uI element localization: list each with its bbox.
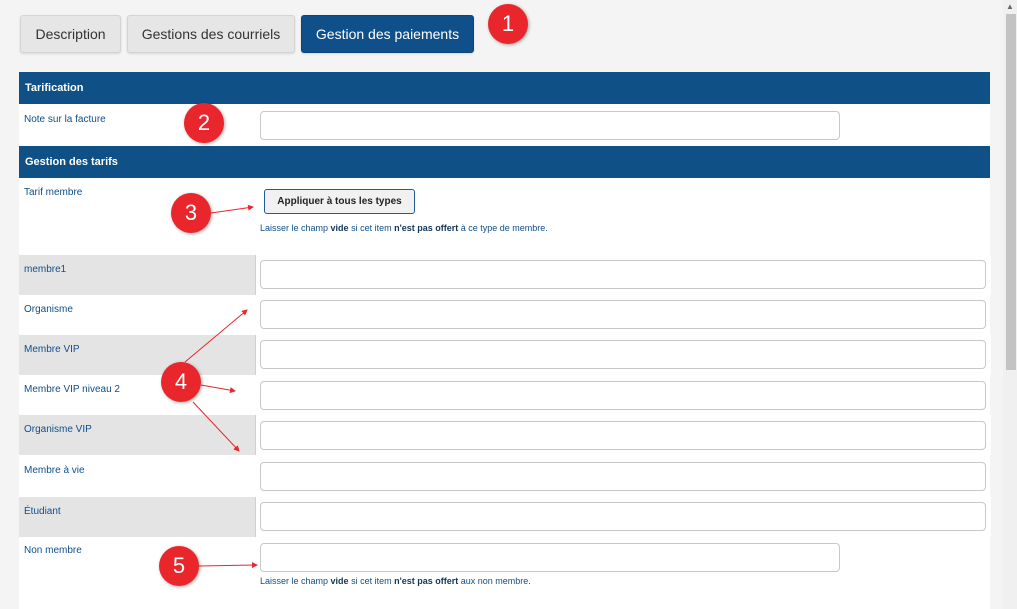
arrow-4b	[201, 385, 235, 391]
section-header-tarifs: Gestion des tarifs	[19, 146, 990, 178]
arrow-4a	[185, 310, 247, 362]
non-membre-label: Non membre	[24, 545, 82, 556]
arrow-3	[211, 207, 253, 213]
arrow-4c	[193, 402, 239, 451]
arrow-5	[199, 565, 257, 566]
tab-gestions-courriels[interactable]: Gestions des courriels	[127, 15, 295, 53]
scroll-up-arrow-icon[interactable]: ▲	[1006, 2, 1014, 11]
member-type-label: Membre à vie	[24, 465, 85, 476]
apply-all-types-button[interactable]: Appliquer à tous les types	[264, 189, 415, 214]
tarif-membre-label: Tarif membre	[24, 187, 83, 198]
callout-5: 5	[159, 546, 199, 586]
callout-2: 2	[184, 103, 224, 143]
hint-non-membre: Laisser le champ vide si cet item n'est pas offert aux non membre.	[260, 576, 531, 586]
note-facture-label: Note sur la facture	[24, 114, 106, 125]
member-type-label: Étudiant	[24, 506, 61, 517]
callout-1: 1	[488, 4, 528, 44]
member-type-label: Membre VIP niveau 2	[24, 384, 120, 395]
member-type-label: membre1	[24, 264, 67, 275]
member-type-label: Membre VIP	[24, 344, 80, 355]
tab-gestion-paiements[interactable]: Gestion des paiements	[301, 15, 474, 53]
hint-member: Laisser le champ vide si cet item n'est pas offert à ce type de membre.	[260, 223, 548, 233]
callout-3: 3	[171, 193, 211, 233]
section-header-tarification: Tarification	[19, 72, 990, 104]
callout-4: 4	[161, 362, 201, 402]
member-type-label: Organisme VIP	[24, 424, 92, 435]
tab-description[interactable]: Description	[20, 15, 121, 53]
member-type-label: Organisme	[24, 304, 73, 315]
